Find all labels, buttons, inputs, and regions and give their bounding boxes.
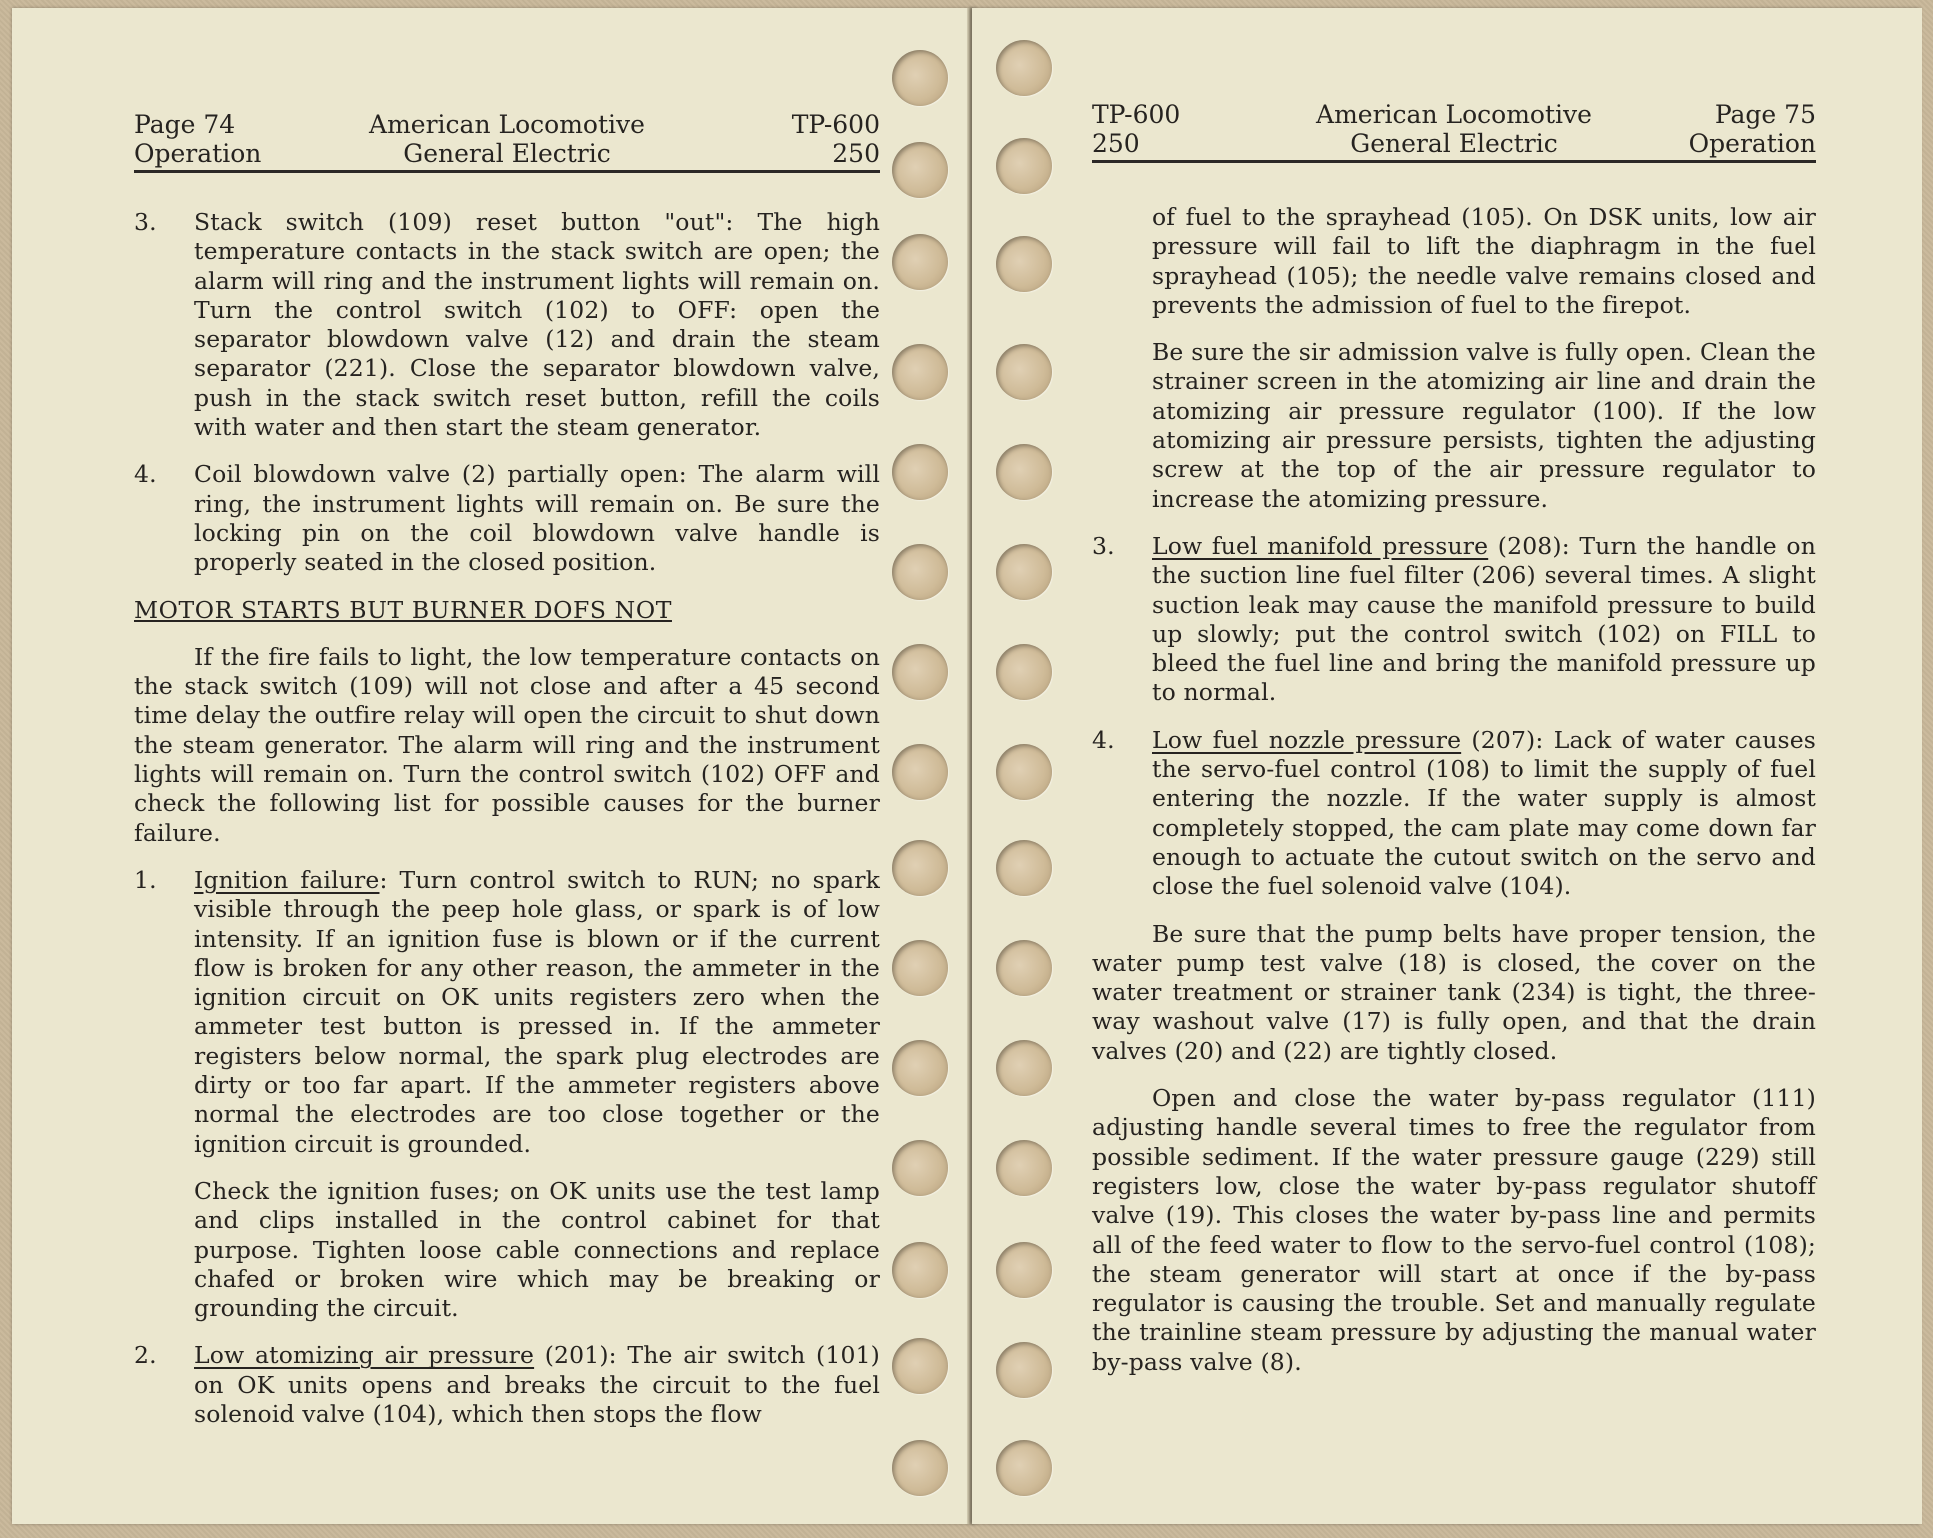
publisher-line-1: American Locomotive xyxy=(1316,100,1592,129)
left-page-header xyxy=(134,110,880,173)
item-text xyxy=(194,1341,880,1429)
left-page-body xyxy=(134,208,880,1447)
binder-hole xyxy=(996,644,1052,700)
manual-subcode: 250 xyxy=(1092,129,1140,158)
page-number: Page 74 xyxy=(134,110,236,139)
item-description: (208): Turn the handle on the suction line fuel filter (206) several times. A slight suction leak may cause the manifold pressure to build up slowly; put the control switch (102) on FILL to bleed the fuel line and bring the manifold pressure up to normal. xyxy=(1152,531,1816,707)
list-item xyxy=(134,460,880,577)
item-text: Stack switch (109) reset button "out": The high temperature contacts in the stack switch are open; the alarm will ring and the instrument lights will remain on. Turn the control switch (102) to OFF: open the separator blowdown valve (12) and drain the steam separator (221). Close the separator blowdown valve, push in the stack switch reset button, refill the coils with water and then start the steam generator. xyxy=(194,208,880,442)
item-title: Low fuel manifold pressure xyxy=(1152,531,1489,560)
binder-hole xyxy=(996,744,1052,800)
section-heading: MOTOR STARTS BUT BURNER DOFS NOT xyxy=(134,595,672,624)
followup-paragraph: Check the ignition fuses; on OK units use the test lamp and clips installed in the control cabinet for that purpose. Tighten loose cable connections and replace chafed or broken wire which may be breaking or grounding the circuit. xyxy=(194,1176,880,1323)
binder-hole xyxy=(996,40,1052,96)
item-text xyxy=(1152,532,1816,708)
publisher-line-2: General Electric xyxy=(403,139,611,168)
binder-hole xyxy=(892,142,948,198)
binder-hole xyxy=(892,744,948,800)
item-title: Low fuel nozzle pressure xyxy=(1152,725,1462,754)
binder-hole xyxy=(892,644,948,700)
binder-hole xyxy=(892,234,948,290)
left-page xyxy=(12,8,976,1524)
item-number: 1. xyxy=(134,865,157,894)
section-label: Operation xyxy=(1688,129,1816,158)
page-number: Page 75 xyxy=(1714,100,1816,129)
binder-hole xyxy=(892,444,948,500)
item-number: 4. xyxy=(1092,725,1115,754)
binder-hole xyxy=(892,344,948,400)
list-item xyxy=(1092,726,1816,902)
binder-hole xyxy=(892,544,948,600)
section-label: Operation xyxy=(134,139,262,168)
item-text xyxy=(194,866,880,1159)
binder-hole xyxy=(892,840,948,896)
bypass-paragraph: Open and close the water by-pass regulator (111) adjusting handle several times to free the regulator from possible sediment. If the water pressure gauge (229) still registers low, close the water by-pass regulator shutoff valve (19). This closes the water by-pass line and permits all of the feed water to flow to the servo-fuel control (108); the steam generator will start at once if the by-pass regulator is causing the trouble. Set and manually regulate the trainline steam pressure by adjusting the manual water by-pass valve (8). xyxy=(1092,1084,1816,1376)
item-text: Coil blowdown valve (2) partially open: The alarm will ring, the instrument lights will remain on. Be sure the locking pin on the coil blowdown valve handle is properly seated in the closed position. xyxy=(194,460,880,577)
item-title: Ignition failure xyxy=(194,865,380,894)
list-item xyxy=(134,1341,880,1429)
pump-paragraph: Be sure that the pump belts have proper tension, the water pump test valve (18) is closed, the cover on the water treatment or strainer tank (234) is tight, the three-way washout valve (17) is fully open, and that the drain valves (20) and (22) are tightly closed. xyxy=(1092,919,1816,1065)
binder-hole xyxy=(892,1040,948,1096)
binder-hole xyxy=(892,50,948,106)
publisher-line-2: General Electric xyxy=(1350,129,1558,158)
binder-hole xyxy=(996,236,1052,292)
list-item xyxy=(1092,532,1816,708)
binder-hole xyxy=(892,1440,948,1496)
manual-subcode: 250 xyxy=(832,139,880,168)
right-page xyxy=(972,8,1922,1524)
binder-hole xyxy=(996,138,1052,194)
item-number: 2. xyxy=(134,1341,157,1370)
binder-hole xyxy=(996,344,1052,400)
binder-hole xyxy=(996,1242,1052,1298)
binder-hole xyxy=(996,544,1052,600)
item-description: (207): Lack of water causes the servo-fuel control (108) to limit the supply of fuel entering the nozzle. If the water supply is almost completely stopped, the cam plate may come down far enough to actuate the cutout switch on the servo and close the fuel solenoid valve (104). xyxy=(1152,725,1816,901)
item-number: 4. xyxy=(134,460,157,489)
continuation-paragraph: of fuel to the sprayhead (105). On DSK units, low air pressure will fail to lift the diaphragm in the fuel sprayhead (105); the needle valve remains closed and prevents the admission of fuel to the firepot. xyxy=(1152,203,1816,319)
list-item xyxy=(134,866,880,1159)
list-item xyxy=(134,208,880,442)
binder-hole xyxy=(892,1338,948,1394)
binder-hole xyxy=(892,940,948,996)
manual-code: TP-600 xyxy=(1092,100,1181,129)
publisher-line-1: American Locomotive xyxy=(369,110,645,139)
manual-code: TP-600 xyxy=(791,110,880,139)
right-page-header xyxy=(1092,100,1816,163)
binder-hole xyxy=(996,840,1052,896)
binder-hole xyxy=(996,1040,1052,1096)
binder-hole xyxy=(892,1140,948,1196)
binder-hole xyxy=(996,1342,1052,1398)
binder-hole xyxy=(996,1440,1052,1496)
binder-hole xyxy=(996,1140,1052,1196)
item-text xyxy=(1152,726,1816,902)
item-number: 3. xyxy=(1092,531,1115,560)
binder-hole xyxy=(892,1242,948,1298)
right-page-body xyxy=(1092,203,1816,1395)
binder-hole xyxy=(996,940,1052,996)
item-number: 3. xyxy=(134,208,157,236)
item-title: Low atomizing air pressure xyxy=(194,1341,535,1370)
intro-paragraph: If the fire fails to light, the low temperature contacts on the stack switch (109) will not close and after a 45 second time delay the outfire relay will open the circuit to shut down the steam generator. The alarm will ring and the instrument lights will remain on. Turn the control switch (102) OFF and check the following list for possible causes for the burner failure. xyxy=(134,642,880,847)
air-paragraph: Be sure the sir admission valve is fully open. Clean the strainer screen in the atomizing air line and drain the atomizing air pressure regulator (100). If the low atomizing air pressure persists, tighten the adjusting screw at the top of the air pressure regulator to increase the atomizing pressure. xyxy=(1152,338,1816,513)
item-description: : Turn control switch to RUN; no spark visible through the peep hole glass, or spark is of low intensity. If an ignition fuse is blown or if the current flow is broken for any other reason, the ammeter in the ignition circuit on OK units registers zero when the ammeter test button is pressed in. If the ammeter registers below normal, the spark plug electrodes are dirty or too far apart. If the ammeter registers above normal the electrodes are too close together or the ignition circuit is grounded. xyxy=(194,865,881,1158)
item-description: (201): The air switch (101) on OK units opens and breaks the circuit to the fuel solenoid valve (104), which then stops the flow xyxy=(194,1341,880,1428)
binder-hole xyxy=(996,444,1052,500)
